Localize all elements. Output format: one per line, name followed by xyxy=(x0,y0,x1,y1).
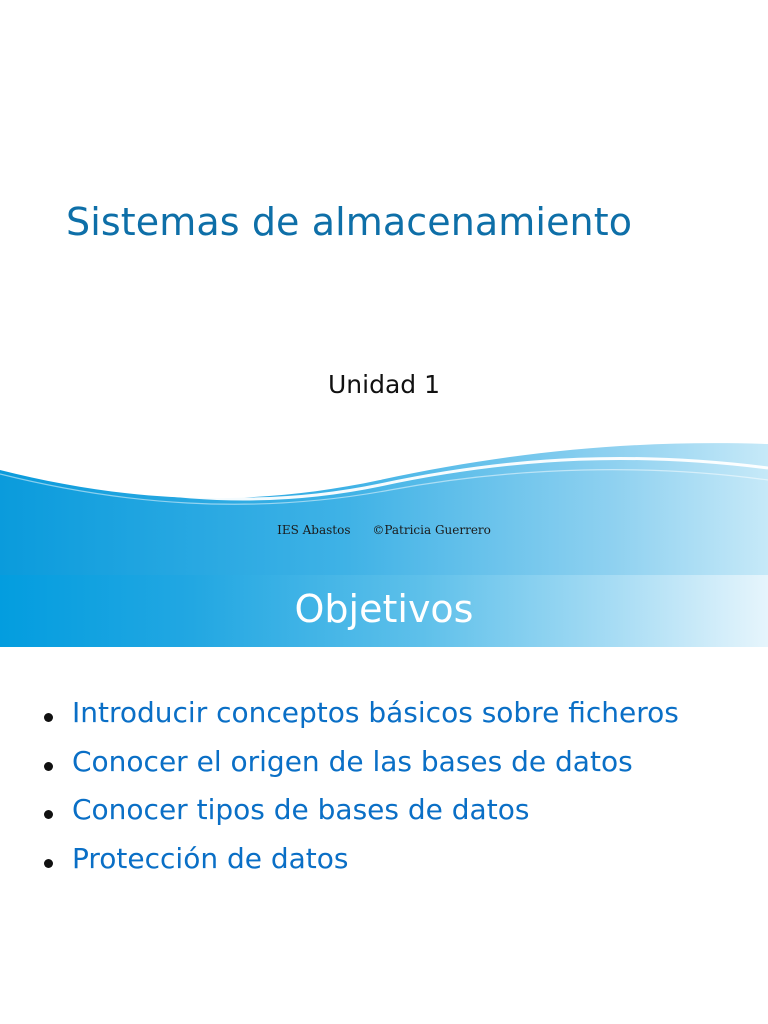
bullet-icon xyxy=(44,859,53,868)
bullet-icon xyxy=(44,713,53,722)
slide-heading: Objetivos xyxy=(294,587,474,631)
footer-author: ©Patricia Guerrero xyxy=(372,523,491,537)
slide-subtitle: Unidad 1 xyxy=(328,370,440,399)
bullet-icon xyxy=(44,762,53,771)
footer xyxy=(0,523,768,537)
list-item-text: Protección de datos xyxy=(72,841,349,875)
footer-school: IES Abastos xyxy=(277,523,351,537)
list-item-text: Conocer el origen de las bases de datos xyxy=(72,744,633,778)
bullet-icon xyxy=(44,810,53,819)
list-item-text: Conocer tipos de bases de datos xyxy=(72,793,530,826)
slide-title: Sistemas de almacenamiento xyxy=(66,200,633,244)
list-item-text: Introducir conceptos básicos sobre ficheros xyxy=(72,696,679,729)
heading-banner xyxy=(0,575,768,647)
objectives-slide xyxy=(0,575,768,1024)
decorative-wave xyxy=(0,430,768,575)
